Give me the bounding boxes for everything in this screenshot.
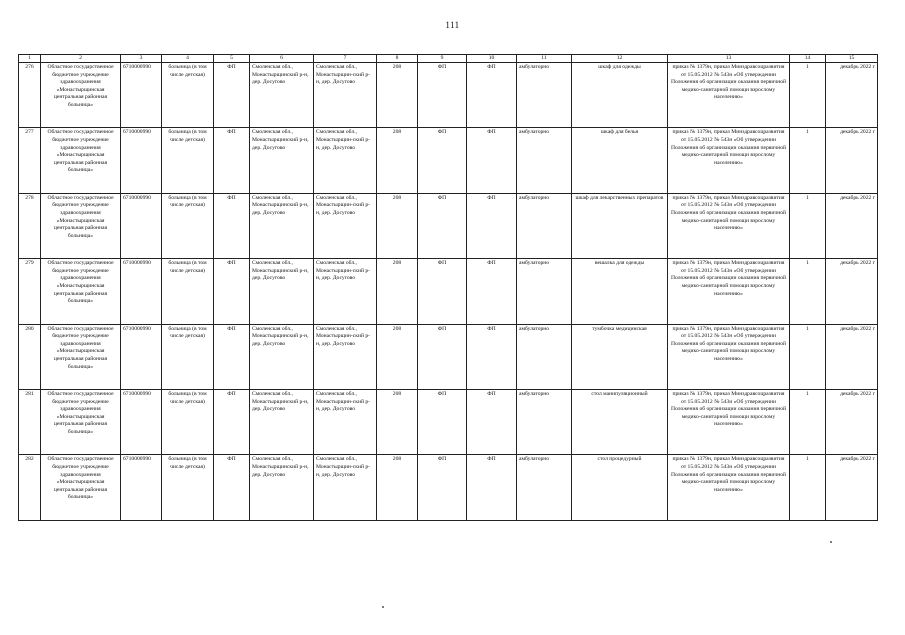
equipment-name: шкаф для одежды [572,63,668,128]
unit-type: ФП [214,389,250,454]
col-header: 3 [121,55,162,63]
care-form: амбулаторно [517,193,572,258]
row-number: 278 [19,193,41,258]
address-primary: Смоленская обл., Монастырщинский р-н, дер. Досугово [250,193,314,258]
col-header: 2 [41,55,121,63]
regulation-reference: приказ № 1379н, приказ Минздравсоцразвития от 15.05.2012 № 543н «Об утверждении Положения об организации оказания первичной медико-санитарной помощи взрослому населению» [668,63,790,128]
address-secondary: Смоленская обл., Монастырщин-ский р-н, дер. Досугово [314,128,377,193]
organization-name: Областное государственное бюджетное учреждение здравоохранения «Монастырщинская центральная районная больница» [41,193,121,258]
row-number: 279 [19,259,41,324]
equipment-name: шкаф для лекарственных препаратов [572,193,668,258]
unit-col9: ФП [418,324,467,389]
code-208: 208 [377,455,418,520]
unit-type: ФП [214,324,250,389]
facility-type: больница (в том числе детская) [162,259,214,324]
delivery-date: декабрь 2022 г [826,324,878,389]
equipment-name: стол манипуляционный [572,389,668,454]
quantity: 1 [790,389,826,454]
organization-name: Областное государственное бюджетное учреждение здравоохранения «Монастырщинская центральная районная больница» [41,63,121,128]
scan-speck [830,541,832,543]
regulation-reference: приказ № 1379н, приказ Минздравсоцразвития от 15.05.2012 № 543н «Об утверждении Положения об организации оказания первичной медико-санитарной помощи взрослому населению» [668,193,790,258]
address-secondary: Смоленская обл., Монастырщин-ский р-н, дер. Досугово [314,455,377,520]
regulation-reference: приказ № 1379н, приказ Минздравсоцразвития от 15.05.2012 № 543н «Об утверждении Положения об организации оказания первичной медико-санитарной помощи взрослому населению» [668,389,790,454]
regulation-reference: приказ № 1379н, приказ Минздравсоцразвития от 15.05.2012 № 543н «Об утверждении Положения об организации оказания первичной медико-санитарной помощи взрослому населению» [668,455,790,520]
unit-col9: ФП [418,455,467,520]
facility-type: больница (в том числе детская) [162,193,214,258]
col-header: 1 [19,55,41,63]
unit-col10: ФП [467,193,517,258]
col-header: 12 [572,55,668,63]
facility-type: больница (в том числе детская) [162,63,214,128]
unit-col10: ФП [467,389,517,454]
col-header: 13 [668,55,790,63]
care-form: амбулаторно [517,389,572,454]
row-number: 277 [19,128,41,193]
code-208: 208 [377,259,418,324]
unit-type: ФП [214,259,250,324]
col-header: 5 [214,55,250,63]
address-secondary: Смоленская обл., Монастырщин-ский р-н, дер. Досугово [314,193,377,258]
unit-col10: ФП [467,63,517,128]
col-header: 4 [162,55,214,63]
care-form: амбулаторно [517,128,572,193]
table-header-row [19,55,878,63]
col-header: 10 [467,55,517,63]
row-number: 276 [19,63,41,128]
col-header: 14 [790,55,826,63]
address-secondary: Смоленская обл., Монастырщин-ский р-н, дер. Досугово [314,259,377,324]
equipment-name: вешалка для одежды [572,259,668,324]
address-primary: Смоленская обл., Монастырщинский р-н, дер. Досугово [250,63,314,128]
org-code: 6710000990 [121,324,162,389]
unit-type: ФП [214,193,250,258]
page-number: 111 [445,20,460,30]
col-header: 6 [250,55,314,63]
organization-name: Областное государственное бюджетное учреждение здравоохранения «Монастырщинская центральная районная больница» [41,389,121,454]
address-secondary: Смоленская обл., Монастырщин-ский р-н, дер. Досугово [314,389,377,454]
org-code: 6710000990 [121,259,162,324]
unit-col9: ФП [418,63,467,128]
unit-type: ФП [214,63,250,128]
row-number: 280 [19,324,41,389]
col-header: 15 [826,55,878,63]
org-code: 6710000990 [121,455,162,520]
delivery-date: декабрь 2022 г [826,128,878,193]
equipment-name: стол процедурный [572,455,668,520]
quantity: 1 [790,63,826,128]
delivery-date: декабрь 2022 г [826,63,878,128]
quantity: 1 [790,455,826,520]
table-row [19,63,878,128]
table-row [19,128,878,193]
organization-name: Областное государственное бюджетное учреждение здравоохранения «Монастырщинская центральная районная больница» [41,455,121,520]
table-row [19,193,878,258]
unit-col9: ФП [418,193,467,258]
address-secondary: Смоленская обл., Монастырщин-ский р-н, дер. Досугово [314,63,377,128]
organization-name: Областное государственное бюджетное учреждение здравоохранения «Монастырщинская центральная районная больница» [41,259,121,324]
address-primary: Смоленская обл., Монастырщинский р-н, дер. Досугово [250,389,314,454]
unit-col10: ФП [467,455,517,520]
address-primary: Смоленская обл., Монастырщинский р-н, дер. Досугово [250,324,314,389]
facility-type: больница (в том числе детская) [162,389,214,454]
quantity: 1 [790,324,826,389]
delivery-date: декабрь 2022 г [826,455,878,520]
unit-col9: ФП [418,389,467,454]
code-208: 208 [377,389,418,454]
row-number: 282 [19,455,41,520]
care-form: амбулаторно [517,455,572,520]
equipment-name: тумбочка медицинская [572,324,668,389]
regulation-reference: приказ № 1379н, приказ Минздравсоцразвития от 15.05.2012 № 543н «Об утверждении Положения об организации оказания первичной медико-санитарной помощи взрослому населению» [668,128,790,193]
code-208: 208 [377,128,418,193]
delivery-date: декабрь 2022 г [826,193,878,258]
code-208: 208 [377,193,418,258]
care-form: амбулаторно [517,324,572,389]
quantity: 1 [790,193,826,258]
unit-col9: ФП [418,259,467,324]
table-row [19,259,878,324]
unit-col10: ФП [467,259,517,324]
unit-type: ФП [214,455,250,520]
unit-col10: ФП [467,128,517,193]
care-form: амбулаторно [517,63,572,128]
unit-type: ФП [214,128,250,193]
code-208: 208 [377,324,418,389]
org-code: 6710000990 [121,63,162,128]
organization-name: Областное государственное бюджетное учреждение здравоохранения «Монастырщинская центральная районная больница» [41,128,121,193]
address-secondary: Смоленская обл., Монастырщин-ский р-н, дер. Досугово [314,324,377,389]
table-row [19,455,878,520]
regulation-reference: приказ № 1379н, приказ Минздравсоцразвития от 15.05.2012 № 543н «Об утверждении Положения об организации оказания первичной медико-санитарной помощи взрослому населению» [668,259,790,324]
org-code: 6710000990 [121,193,162,258]
code-208: 208 [377,63,418,128]
org-code: 6710000990 [121,128,162,193]
col-header: 7 [314,55,377,63]
quantity: 1 [790,259,826,324]
address-primary: Смоленская обл., Монастырщинский р-н, дер. Досугово [250,128,314,193]
care-form: амбулаторно [517,259,572,324]
equipment-table [18,54,878,521]
address-primary: Смоленская обл., Монастырщинский р-н, дер. Досугово [250,455,314,520]
unit-col9: ФП [418,128,467,193]
quantity: 1 [790,128,826,193]
facility-type: больница (в том числе детская) [162,324,214,389]
regulation-reference: приказ № 1379н, приказ Минздравсоцразвития от 15.05.2012 № 543н «Об утверждении Положения об организации оказания первичной медико-санитарной помощи взрослому населению» [668,324,790,389]
scan-speck [382,606,384,608]
address-primary: Смоленская обл., Монастырщинский р-н, дер. Досугово [250,259,314,324]
org-code: 6710000990 [121,389,162,454]
facility-type: больница (в том числе детская) [162,128,214,193]
row-number: 281 [19,389,41,454]
equipment-name: шкаф для белья [572,128,668,193]
table-row [19,324,878,389]
col-header: 9 [418,55,467,63]
delivery-date: декабрь 2022 г [826,259,878,324]
table-row [19,389,878,454]
organization-name: Областное государственное бюджетное учреждение здравоохранения «Монастырщинская центральная районная больница» [41,324,121,389]
facility-type: больница (в том числе детская) [162,455,214,520]
unit-col10: ФП [467,324,517,389]
delivery-date: декабрь 2022 г [826,389,878,454]
col-header: 8 [377,55,418,63]
col-header: 11 [517,55,572,63]
